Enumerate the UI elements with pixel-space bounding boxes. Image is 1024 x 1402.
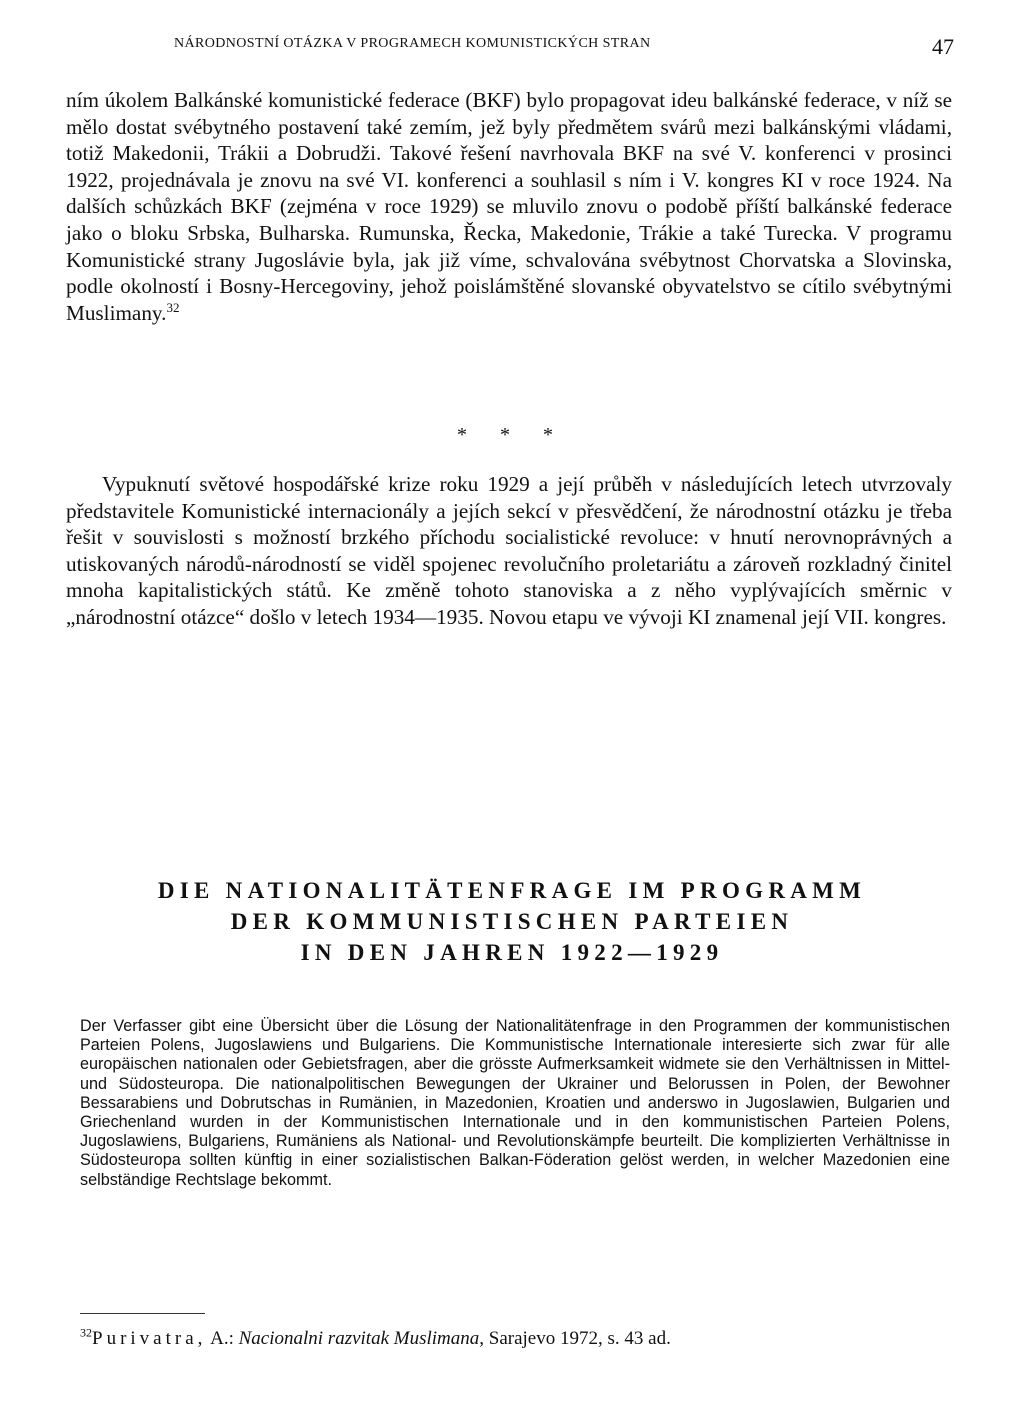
summary-text: Der Verfasser gibt eine Übersicht über die Lösung der Nationalitätenfrage in den Programmen der kommunistischen Parteien Polens, Jugoslawiens und Bulgariens. Die Kommunistische Internationale interesierte sich zwar für alle europäischen nationalen oder Gebietsfragen, aber die grösste Aufmerksamkeit widmete sie den Verhältnissen in Mittel- und Südosteuropa. Die nationalpolitischen Bewegungen der Ukrainer und Belorussen in Polen, der Bewohner Bessarabiens und Dobrutschas in Rumänien, in Mazedonien, Kroatien und anderswo in Jugoslawien, Bulgarien und Griechenland wurden in der Kommunistischen Internationale und in den kommunistischen Parteien Polens, Jugoslawiens, Bulgariens, Rumäniens als National- und Revolutionskämpfe beurteilt. Die komplizierten Verhältnisse in Südosteuropa sollten künftig in einer sozialistischen Balkan-Föderation gelöst werden, in welcher Mazedonien eine selbständige Rechtslage bekommt. — [80, 1017, 950, 1189]
running-title: NÁRODNOSTNÍ OTÁZKA V PROGRAMECH KOMUNISTICKÝCH STRAN — [174, 36, 651, 51]
summary-heading-line-3: IN DEN JAHREN 1922—1929 — [300, 940, 724, 965]
footnote — [80, 1327, 960, 1351]
footnote-reference: 32 — [166, 299, 180, 315]
footnote-publication: Sarajevo 1972, s. 43 ad. — [484, 1328, 671, 1349]
footnote-title: Nacionalni razvitak Muslimana, — [238, 1328, 485, 1349]
footnote-number: 32 — [80, 1325, 92, 1340]
page-header — [160, 34, 960, 64]
summary-heading-line-2: DER KOMMUNISTISCHEN PARTEIEN — [230, 909, 794, 934]
summary-heading — [60, 875, 964, 968]
section-separator: * * * — [457, 424, 567, 446]
body-paragraph-1 — [66, 87, 952, 326]
page-number: 47 — [932, 34, 954, 59]
footnote-initials: A.: — [206, 1328, 239, 1349]
body-paragraph-1-text: ním úkolem Balkánské komunistické federace (BKF) bylo propagovat ideu balkánské federace, v níž se mělo dostat svébytného postavení také zemím, jež byly předmětem svárů mezi balkánskými vládami, totiž Makedonii, Trákii a Dobrudži. Takové řešení navrhovala BKF na své V. konferenci v prosinci 1922, projednávala je znovu na své VI. konferenci a souhlasil s ním i V. kongres KI v roce 1924. Na dalších schůzkách BKF (zejména v roce 1929) se mluvilo znovu o podobě příští balkánské federace jako o bloku Srbska, Bulharska. Rumunska, Řecka, Makedonie, Trákie a také Turecka. V programu Komunistické strany Jugoslávie byla, jak již víme, schvalována svébytnost Chorvatska a Slovinska, podle okolností i Bosny-Hercegoviny, jehož poislámštěné slovanské obyvatelstvo se cítilo svébytnými Muslimany. — [66, 88, 952, 325]
body-paragraph-2: Vypuknutí světové hospodářské krize roku 1929 a její průběh v následujících letech utvrzovaly představitele Komunistické internacionály a jejích sekcí v přesvědčení, že národnostní otázku je třeba řešit v souvislosti s možností brzkého příchodu socialistické revoluce: v hnutí nerovnoprávných a utiskovaných národů-národností se viděl spojenec revolučního proletariátu a zároveň rozkladný činitel mnoha kapitalistických států. Ke změně tohoto stanoviska a z něho vyplývajících směrnic v „národnostní otázce“ došlo v letech 1934—1935. Novou etapu ve vývoji KI znamenal její VII. kongres. — [66, 472, 952, 629]
footnote-author: Purivatra, — [92, 1328, 207, 1349]
footnote-divider — [80, 1313, 205, 1314]
summary-heading-line-1: DIE NATIONALITÄTENFRAGE IM PROGRAMM — [157, 878, 867, 903]
